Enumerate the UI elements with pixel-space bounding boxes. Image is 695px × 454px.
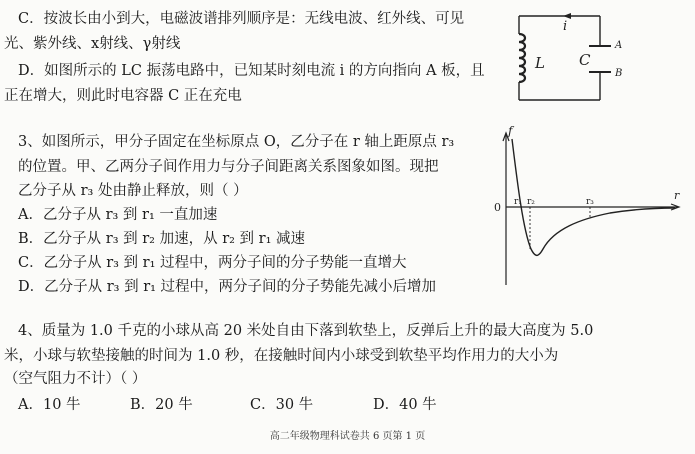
question-4-option-d: D．40 牛 xyxy=(373,397,437,413)
page-footer: 高二年级物理科试卷共 6 页第 1 页 xyxy=(269,431,426,442)
question-3-line-2: 的位置。甲、乙两分子间作用力与分子间距离关系图象如图。现把 xyxy=(18,159,439,175)
graph-y-label: f xyxy=(508,125,513,138)
question-c-line-1: C．按波长由小到大，电磁波谱排列顺序是：无线电波、红外线、可见 xyxy=(18,11,465,27)
graph-origin-label: 0 xyxy=(494,201,501,214)
graph-r3-label: r₃ xyxy=(586,197,594,207)
force-distance-graph xyxy=(490,125,685,295)
question-3-option-d: D．乙分子从 r₃ 到 r₁ 过程中，两分子间的分子势能先减小后增加 xyxy=(18,279,437,295)
question-3-line-1: 3、如图所示，甲分子固定在坐标原点 O，乙分子在 r 轴上距原点 r₃ xyxy=(18,134,455,150)
question-3-option-b: B．乙分子从 r₃ 到 r₂ 加速，从 r₂ 到 r₁ 减速 xyxy=(18,231,306,247)
question-4-option-b: B．20 牛 xyxy=(130,397,193,413)
question-c-line-2: 光、紫外线、x射线、γ射线 xyxy=(4,36,181,52)
question-3-line-3: 乙分子从 r₃ 处由静止释放，则（ ） xyxy=(18,183,248,199)
inductor-label: L xyxy=(535,54,545,72)
graph-r2-label: r₂ xyxy=(527,197,535,207)
current-label: i xyxy=(563,19,568,34)
lc-circuit-diagram xyxy=(505,4,655,106)
question-4-line-3: （空气阻力不计）（ ） xyxy=(4,371,147,387)
question-d-line-1: D．如图所示的 LC 振荡电路中，已知某时刻电流 i 的方向指向 A 板，且 xyxy=(18,63,485,79)
plate-a-label: A xyxy=(615,40,623,51)
graph-r1-label: r₁ xyxy=(514,197,522,207)
question-4-option-c: C．30 牛 xyxy=(250,397,314,413)
capacitor-label: C xyxy=(579,51,591,69)
question-3-option-a: A．乙分子从 r₃ 到 r₁ 一直加速 xyxy=(18,207,218,223)
plate-b-label: B xyxy=(615,68,623,79)
question-4-option-a: A．10 牛 xyxy=(18,397,81,413)
graph-x-label: r xyxy=(674,189,680,202)
question-4-line-2: 米，小球与软垫接触的时间为 1.0 秒，在接触时间内小球受到软垫平均作用力的大小为 xyxy=(4,348,559,364)
question-3-option-c: C．乙分子从 r₃ 到 r₁ 过程中，两分子间的分子势能一直增大 xyxy=(18,255,407,271)
question-d-line-2: 正在增大，则此时电容器 C 正在充电 xyxy=(4,88,242,104)
question-4-line-1: 4、质量为 1.0 千克的小球从高 20 米处自由下落到软垫上，反弹后上升的最大高度为 5.0 xyxy=(18,323,594,339)
